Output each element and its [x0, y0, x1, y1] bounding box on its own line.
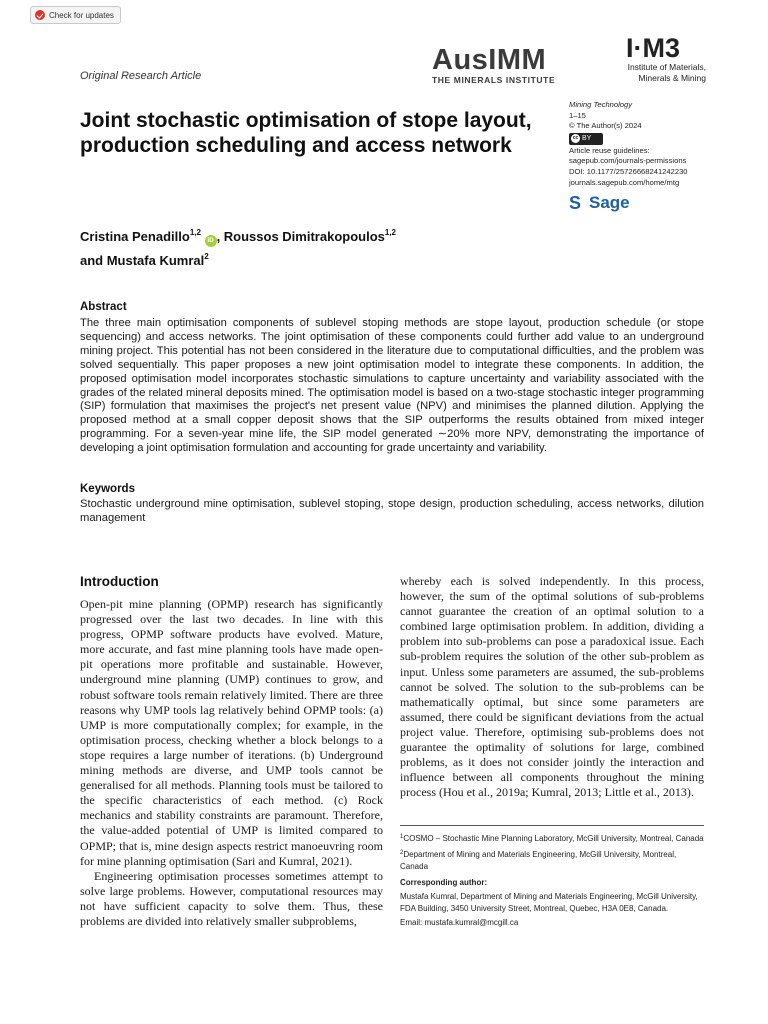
footnote-text: COSMO – Stochastic Mine Planning Laboratory, McGill University, Montreal, Canada: [403, 834, 704, 843]
keywords-text: Stochastic underground mine optimisation, sublevel stoping, stope design, production scheduling, access networks, dilution management: [80, 498, 704, 524]
author-name[interactable]: and Mustafa Kumral: [80, 253, 205, 268]
orcid-icon[interactable]: iD: [205, 235, 217, 247]
im3-logo: [608, 34, 706, 84]
footnote-mark: 2: [400, 850, 404, 857]
sage-logo-text: Sage: [589, 193, 630, 212]
footnote-divider: [400, 825, 704, 826]
reuse-link[interactable]: sagepub.com/journals-permissions: [569, 156, 687, 166]
footnote: [400, 847, 704, 873]
reuse-label: Article reuse guidelines:: [569, 145, 650, 155]
footnotes: [400, 831, 704, 931]
introduction-heading: Introduction: [80, 574, 159, 589]
ausimm-logo-name: AusIMM: [432, 44, 547, 76]
author-name[interactable]: Cristina Penadillo: [80, 229, 190, 244]
footnote: [400, 831, 704, 845]
body-paragraph: Open-pit mine planning (OPMP) research has significantly progressed over the last two decades. In line with this progress, OPMP software products have evolved. Mature, more accurate, and fast mine planning tools have made open-pit operations more profitable and sustainable. However, underground mine planning (UMP) continues to grow, and robust software tools remain relatively limited. There are three reasons why UMP tools lag relatively behind OPMP tools: (a) UMP is more computationally complex; for example, in the optimisation process, checking whether a block belongs to a stope requires a large number of iterations. (b) Underground mining methods are diverse, and UMP tools cannot be generalised for all methods. Planning tools must be tailored to the specific characteristics of each method. (c) Rock mechanics and stability constraints are paramount. Therefore, the value-added potential of UMP is limited compared to OPMP; that is, mine design aspects restrict manoeuvring room for mine planning optimisation (Sari and Kumral, 2021).: [80, 597, 383, 868]
im3-logo-subtitle-2: Minerals & Mining: [638, 73, 706, 83]
check-for-updates-badge[interactable]: [30, 6, 121, 24]
author-affiliation: 1,2: [384, 228, 396, 237]
author-list: [80, 223, 550, 270]
keywords-heading: Keywords: [80, 483, 135, 495]
journal-name: Mining Technology: [569, 100, 633, 109]
author-affiliation: 1,2: [189, 228, 201, 237]
sage-s-icon: S: [569, 193, 582, 213]
ausimm-logo: [432, 46, 602, 85]
body-paragraph: whereby each is solved independently. In this process, however, the sum of the optimal solutions of sub-problems cannot guarantee the creation of an optimal solution to a combined large optimisation problem. In addition, dividing a problem into sub-problems can pose a paradoxical issue. Each sub-problem requires the solution of the other sub-problem as input. Unless some parameters are assumed, the sub-problems cannot be solved. The solution to the sub-problems can be mathematically optimal, but since some parameters are assumed, there could be significant deviations from the actual project value. Therefore, optimising sub-problems does not guarantee the optimality of solutions for large, combined problems, as it does not consider jointly the interaction and influence between all components throughout the mining process (Hou et al., 2019a; Kumral, 2013; Little et al., 2013).: [400, 574, 704, 800]
check-updates-icon: [35, 10, 45, 20]
article-type: Original Research Article: [80, 70, 202, 82]
author-name[interactable]: , Roussos Dimitrakopoulos: [216, 229, 385, 244]
page-range: 1–15: [569, 110, 586, 120]
article-title: Joint stochastic optimisation of stope layout, production scheduling and access network: [80, 109, 532, 157]
ausimm-logo-subtitle: THE MINERALS INSTITUTE: [432, 75, 556, 85]
im3-logo-name: I·M3: [626, 33, 680, 63]
doi[interactable]: DOI: 10.1177/25726668241242230: [569, 166, 688, 176]
abstract-text: The three main optimisation components of sublevel stoping methods are stope layout, production schedule (or stope sequencing) and access networks. The joint optimisation of these components could further add value to an underground mining project. This potential has not been considered in the literature due to computational difficulties, and the problem was solved sequentially. This paper proposes a new joint optimisation model to integrate these components. In addition, the proposed optimisation model incorporates stochastic simulations to capture uncertainty and variability associated with the grades of the related mineral deposits mined. The optimisation model is based on a two-stage stochastic integer programming (SIP) formulation that maximises the project's net present value (NPV) and minimises the planned dilution. Applying the proposed method at a small copper deposit shows that the SIP outperforms the results obtained from mixed integer programming. For a seven-year mine life, the SIP model generated ∼20% more NPV, demonstrating the importance of developing a joint optimisation formulation and accounting for grade uncertainty and variability.: [80, 317, 704, 455]
journal-meta: [569, 100, 729, 188]
footnote-mark: 1: [400, 834, 404, 840]
author-affiliation: 2: [204, 252, 209, 261]
sage-logo: [569, 193, 630, 213]
corresponding-author-heading: Corresponding author:: [400, 877, 488, 887]
corresponding-author-text: Mustafa Kumral, Department of Mining and Materials Engineering, McGill University, FDA Building, 3450 University Street, Montreal, Quebec, H3A 0E8, Canada.: [400, 891, 698, 914]
body-paragraph: Engineering optimisation processes sometimes attempt to solve large problems. However, computational resources may not have sufficient capacity to solve them. Thus, these problems are divided into relatively smaller subproblems,: [80, 868, 383, 928]
abstract-heading: Abstract: [80, 301, 127, 313]
copyright: © The Author(s) 2024: [569, 121, 642, 131]
body-column-left: [80, 597, 383, 929]
body-column-right: [400, 574, 704, 800]
cc-license-badge: [569, 133, 603, 145]
check-for-updates-label: Check for updates: [49, 10, 114, 20]
cc-license-label: BY: [582, 134, 592, 142]
journal-link[interactable]: journals.sagepub.com/home/mtg: [569, 177, 680, 187]
footnote-text: Department of Mining and Materials Engineering, McGill University, Montreal, Canada: [400, 850, 677, 872]
corresponding-author-email[interactable]: Email: mustafa.kumral@mcgill.ca: [400, 918, 519, 928]
im3-logo-subtitle-1: Institute of Materials,: [627, 62, 706, 72]
cc-icon: cc: [572, 135, 579, 142]
